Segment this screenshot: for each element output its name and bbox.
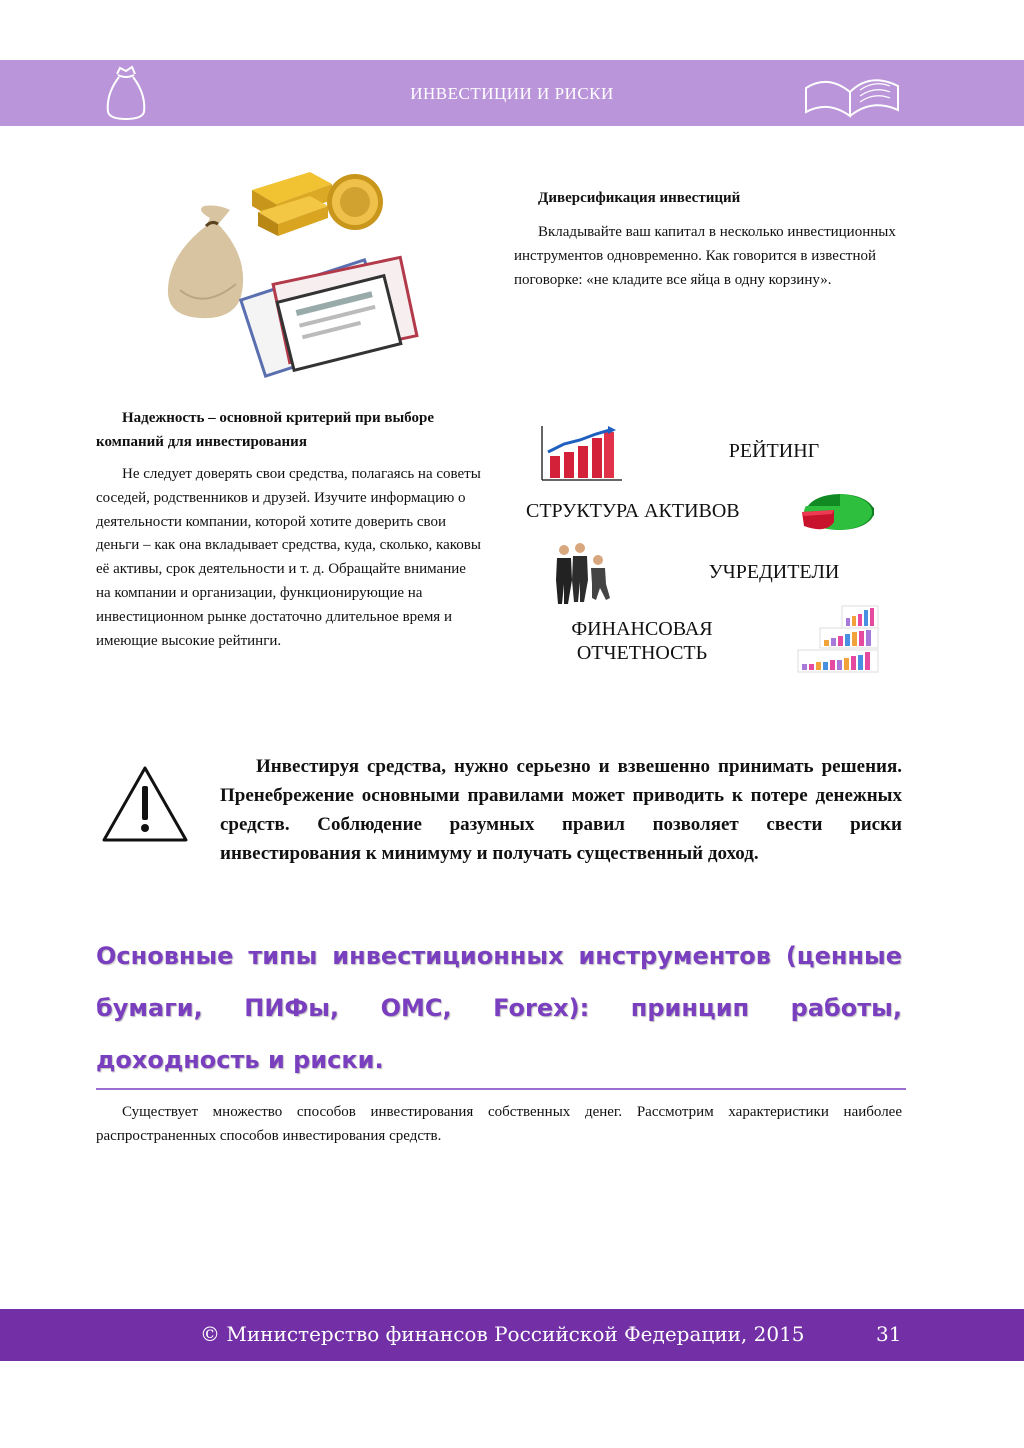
section-heading: Основные типы инвестиционных инструментов (ценные бумаги, ПИФы, ОМС, Forex): принцип работы, доходность и риски. <box>96 942 902 1074</box>
diversification-title: Диверсификация инвестиций <box>538 190 741 206</box>
reliability-title: Надежность – основной критерий при выборе компаний для инвестирования <box>96 410 434 450</box>
header-title: ИНВЕСТИЦИИ И РИСКИ <box>410 84 614 103</box>
financial-statements-line1: ФИНАНСОВАЯ <box>571 618 713 640</box>
reliability-text: Не следует доверять свои средства, полагаясь на советы соседей, родственников и друзей. Изучите информацию о деятельности компании, которой хотите доверить свои деньги – как она вкладывает средства, куда, сколько, каковы её активы, срок деятельности и т. д. Обращайте внимание на компании и организации, функционирующие на инвестиционном рынке достаточно длительное время и имеющие высокие рейтинги. <box>96 466 481 649</box>
footer-copyright: © Министерство финансов Российской Федерации, 2015 <box>200 1322 805 1346</box>
mini-bar-charts-icon <box>796 600 886 681</box>
page-number: 31 <box>876 1322 902 1346</box>
financial-statements-line2: ОТЧЕТНОСТЬ <box>576 642 708 664</box>
diversification-text: Вкладывайте ваш капитал в несколько инвестиционных инструментов одновременно. Как говорится в известной поговорке: «не кладите все яйца в одну корзину». <box>514 224 896 288</box>
open-book-icon <box>800 66 904 125</box>
pie-chart-icon <box>796 482 878 549</box>
rising-bar-chart-icon <box>538 424 624 489</box>
section-intro-text: Существует множество способов инвестирования собственных денег. Рассмотрим характеристики наиболее распространенных способов инвестирования средств. <box>96 1104 902 1144</box>
heading-divider <box>96 1088 906 1090</box>
founders-label: УЧРЕДИТЕЛИ <box>708 561 840 583</box>
business-people-icon <box>552 540 612 611</box>
investment-collage-illustration <box>160 150 430 390</box>
rating-label: РЕЙТИНГ <box>728 440 820 462</box>
financial-statements-label <box>548 617 736 665</box>
warning-triangle-icon <box>100 764 190 849</box>
asset-structure-label: СТРУКТУРА АКТИВОВ <box>526 500 740 522</box>
warning-text: Инвестируя средства, нужно серьезно и взвешенно принимать решения. Пренебрежение основными правилами может приводить к потере денежных средств. Соблюдение разумных правил позволяет свести риски инвестирования к минимуму и получать существенный доход. <box>220 756 902 864</box>
